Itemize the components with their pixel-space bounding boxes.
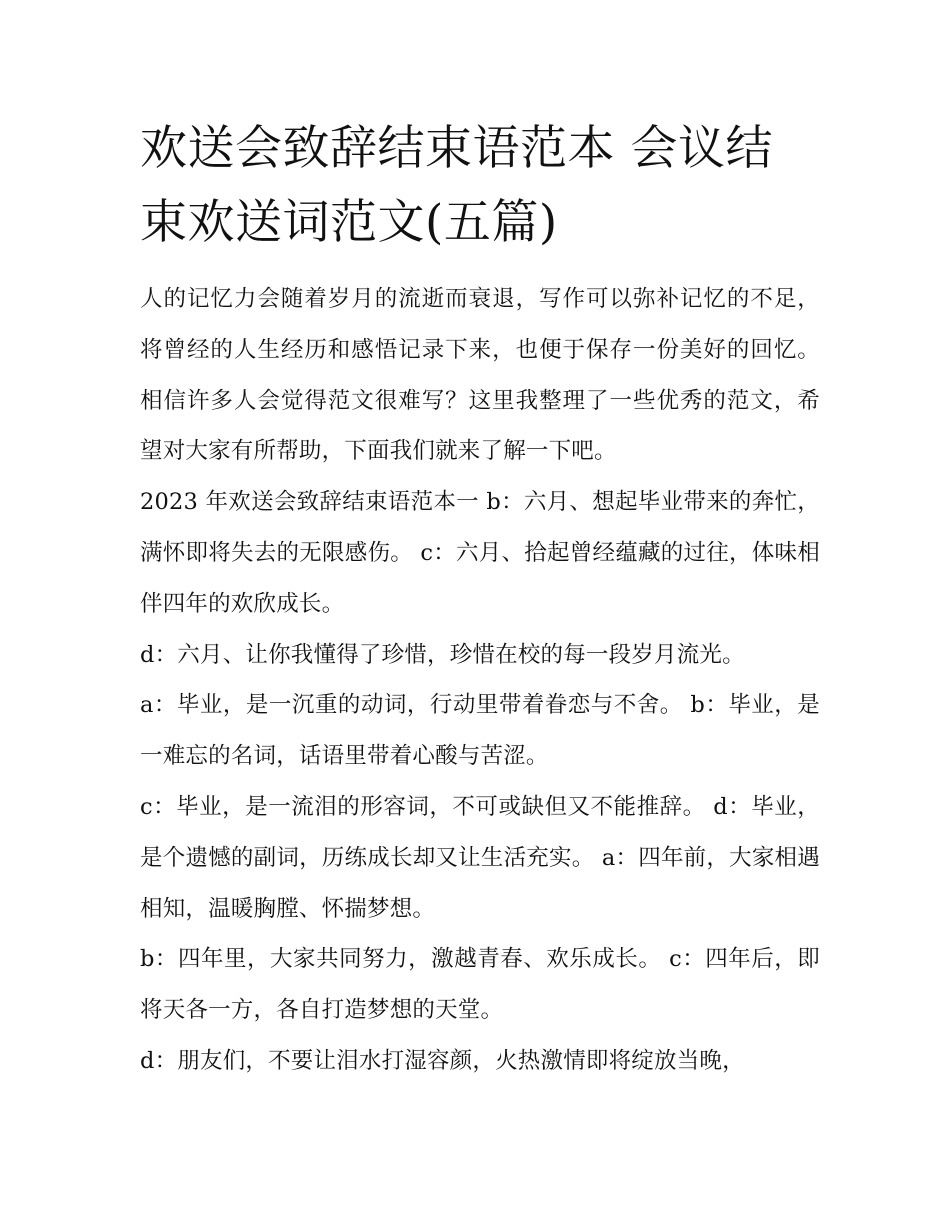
paragraph-june-b-c: 2023 年欢送会致辞结束语范本一 b：六月、想起毕业带来的奔忙，满怀即将失去的无限感伤。 c：六月、拾起曾经蕴藏的过往，体味相伴四年的欢欣成长。 (140, 489, 820, 617)
paragraph-graduation-c-d-a: c：毕业，是一流泪的形容词，不可或缺但又不能推辞。 d：毕业，是个遗憾的副词，历练成长却又让生活充实。 a：四年前，大家相遇相知，温暖胸膛、怀揣梦想。 (140, 793, 820, 922)
document-title: 欢送会致辞结束语范本 会议结束欢送词范文(五篇) (140, 121, 773, 250)
paragraph-graduation-a-b: a：毕业，是一沉重的动词，行动里带着眷恋与不舍。 b：毕业，是一难忘的名词，话语里带着心酸与苦涩。 (140, 692, 820, 770)
paragraph-four-years-b-c: b：四年里，大家共同努力，激越青春、欢乐成长。 c：四年后，即将天各一方，各自打造梦想的天堂。 (140, 946, 820, 1024)
paragraph-intro: 人的记忆力会随着岁月的流逝而衰退，写作可以弥补记忆的不足，将曾经的人生经历和感悟记录下来，也便于保存一份美好的回忆。相信许多人会觉得范文很难写？这里我整理了一些优秀的范文，希望对大家有所帮助，下面我们就来了解一下吧。 (140, 286, 820, 465)
document-body (140, 274, 820, 1087)
paragraph-friends-d: d：朋友们，不要让泪水打湿容颜，火热激情即将绽放当晚， (140, 1047, 745, 1074)
document-content (140, 112, 820, 1087)
paragraph-june-d: d：六月、让你我懂得了珍惜，珍惜在校的每一段岁月流光。 (140, 641, 745, 668)
